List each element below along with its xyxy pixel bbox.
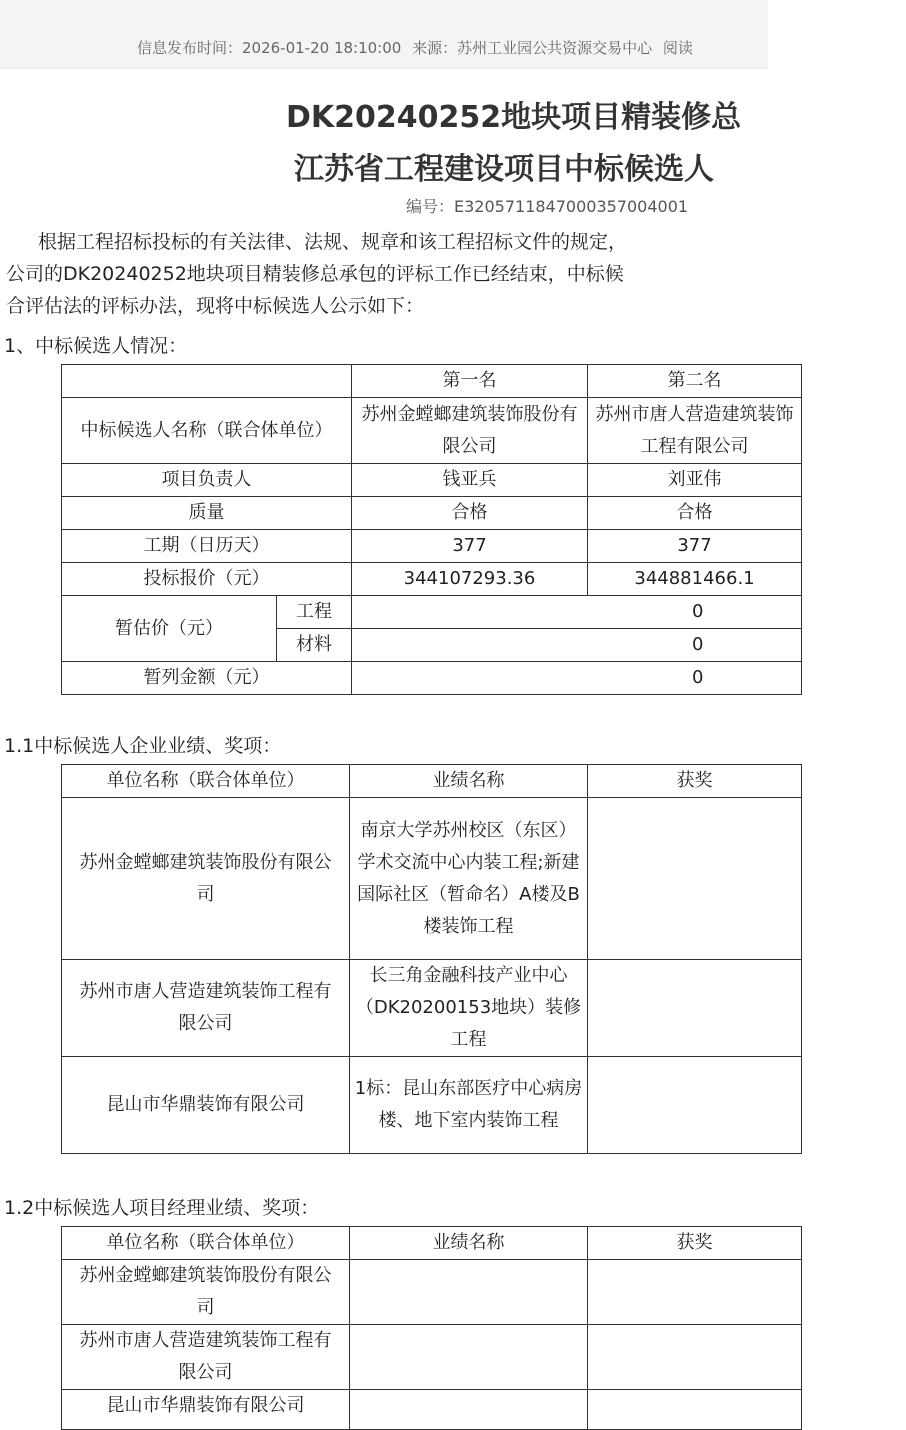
price-first: 344107293.36 — [352, 563, 588, 596]
performance-cell: 长三角金融科技产业中心（DK20200153地块）装修工程 — [350, 960, 588, 1057]
candidate-table — [61, 364, 802, 695]
estimate-project-label: 工程 — [277, 596, 352, 629]
section-heading-1-1: 1.1中标候选人企业业绩、奖项： — [4, 735, 282, 757]
header-award: 获奖 — [588, 1227, 802, 1260]
company-performance-table — [61, 764, 802, 1154]
manager-second: 刘亚伟 — [588, 464, 802, 497]
table-row — [62, 1057, 802, 1154]
table-row — [62, 365, 802, 398]
quality-second: 合格 — [588, 497, 802, 530]
candidate-name-first: 苏州金螳螂建筑装饰股份有限公司 — [352, 398, 588, 464]
table-row — [62, 530, 802, 563]
quality-label: 质量 — [62, 497, 352, 530]
quality-first: 合格 — [352, 497, 588, 530]
manager-performance-table — [61, 1226, 802, 1430]
performance-cell — [350, 1325, 588, 1390]
candidate-name-label: 中标候选人名称（联合体单位） — [62, 398, 352, 464]
unit-cell: 苏州金螳螂建筑装饰股份有限公司 — [62, 798, 350, 960]
table-row — [62, 1390, 802, 1430]
unit-cell: 苏州金螳螂建筑装饰股份有限公司 — [62, 1260, 350, 1325]
header-performance: 业绩名称 — [350, 765, 588, 798]
price-label: 投标报价（元） — [62, 563, 352, 596]
manager-label: 项目负责人 — [62, 464, 352, 497]
article-meta-bar — [0, 0, 768, 69]
award-cell — [588, 1325, 802, 1390]
period-second: 377 — [588, 530, 802, 563]
table-row — [62, 1260, 802, 1325]
performance-cell — [350, 1390, 588, 1430]
table-row — [62, 765, 802, 798]
table-row — [62, 662, 802, 695]
table-row — [62, 1325, 802, 1390]
unit-cell: 苏州市唐人营造建筑装饰工程有限公司 — [62, 960, 350, 1057]
section-heading-1-2: 1.2中标候选人项目经理业绩、奖项： — [4, 1197, 320, 1219]
table-row — [62, 497, 802, 530]
header-performance: 业绩名称 — [350, 1227, 588, 1260]
performance-cell: 南京大学苏州校区（东区）学术交流中心内装工程;新建国际社区（暂命名）A楼及B楼装饰工程 — [350, 798, 588, 960]
unit-cell: 苏州市唐人营造建筑装饰工程有限公司 — [62, 1325, 350, 1390]
candidate-name-second: 苏州市唐人营造建筑装饰工程有限公司 — [588, 398, 802, 464]
intro-paragraph — [6, 226, 906, 322]
table-row — [62, 798, 802, 960]
table-row — [62, 960, 802, 1057]
award-cell — [588, 1057, 802, 1154]
price-second: 344881466.1 — [588, 563, 802, 596]
estimate-project-value: 0 — [352, 596, 802, 629]
publish-time: 信息发布时间：2026-01-20 18:10:00 — [137, 39, 402, 57]
period-label: 工期（日历天） — [62, 530, 352, 563]
unit-cell: 昆山市华鼎装饰有限公司 — [62, 1390, 350, 1430]
provisional-value: 0 — [352, 662, 802, 695]
table-cell — [62, 365, 352, 398]
award-cell — [588, 1260, 802, 1325]
article-meta — [137, 36, 699, 60]
estimate-label: 暂估价（元） — [62, 596, 277, 662]
header-unit: 单位名称（联合体单位） — [62, 765, 350, 798]
performance-cell — [350, 1260, 588, 1325]
estimate-material-label: 材料 — [277, 629, 352, 662]
award-cell — [588, 1390, 802, 1430]
table-row — [62, 563, 802, 596]
page-title-line1: DK20240252地块项目精装修总 — [286, 100, 742, 135]
section-heading-1: 1、中标候选人情况： — [4, 335, 188, 357]
page-title-line2: 江苏省工程建设项目中标候选人 — [294, 152, 714, 187]
document-code: 编号：E3205711847000357004001 — [406, 197, 689, 216]
award-cell — [588, 960, 802, 1057]
col-first-header: 第一名 — [352, 365, 588, 398]
performance-cell: 1标：昆山东部医疗中心病房楼、地下室内装饰工程 — [350, 1057, 588, 1154]
table-row — [62, 596, 802, 629]
read-count: 阅读 — [662, 39, 693, 57]
header-award: 获奖 — [588, 765, 802, 798]
intro-line-1: 根据工程招标投标的有关法律、法规、规章和该工程招标文件的规定， — [38, 231, 628, 253]
source-info: 来源：苏州工业园公共资源交易中心 — [412, 39, 653, 57]
intro-line-2: 公司的DK20240252地块项目精装修总承包的评标工作已经结束，中标候 — [6, 263, 624, 285]
intro-line-3: 合评估法的评标办法，现将中标候选人公示如下： — [6, 295, 425, 317]
unit-cell: 昆山市华鼎装饰有限公司 — [62, 1057, 350, 1154]
table-row — [62, 464, 802, 497]
award-cell — [588, 798, 802, 960]
manager-first: 钱亚兵 — [352, 464, 588, 497]
col-second-header: 第二名 — [588, 365, 802, 398]
provisional-label: 暂列金额（元） — [62, 662, 352, 695]
table-row — [62, 398, 802, 464]
estimate-material-value: 0 — [352, 629, 802, 662]
table-row — [62, 1227, 802, 1260]
header-unit: 单位名称（联合体单位） — [62, 1227, 350, 1260]
period-first: 377 — [352, 530, 588, 563]
